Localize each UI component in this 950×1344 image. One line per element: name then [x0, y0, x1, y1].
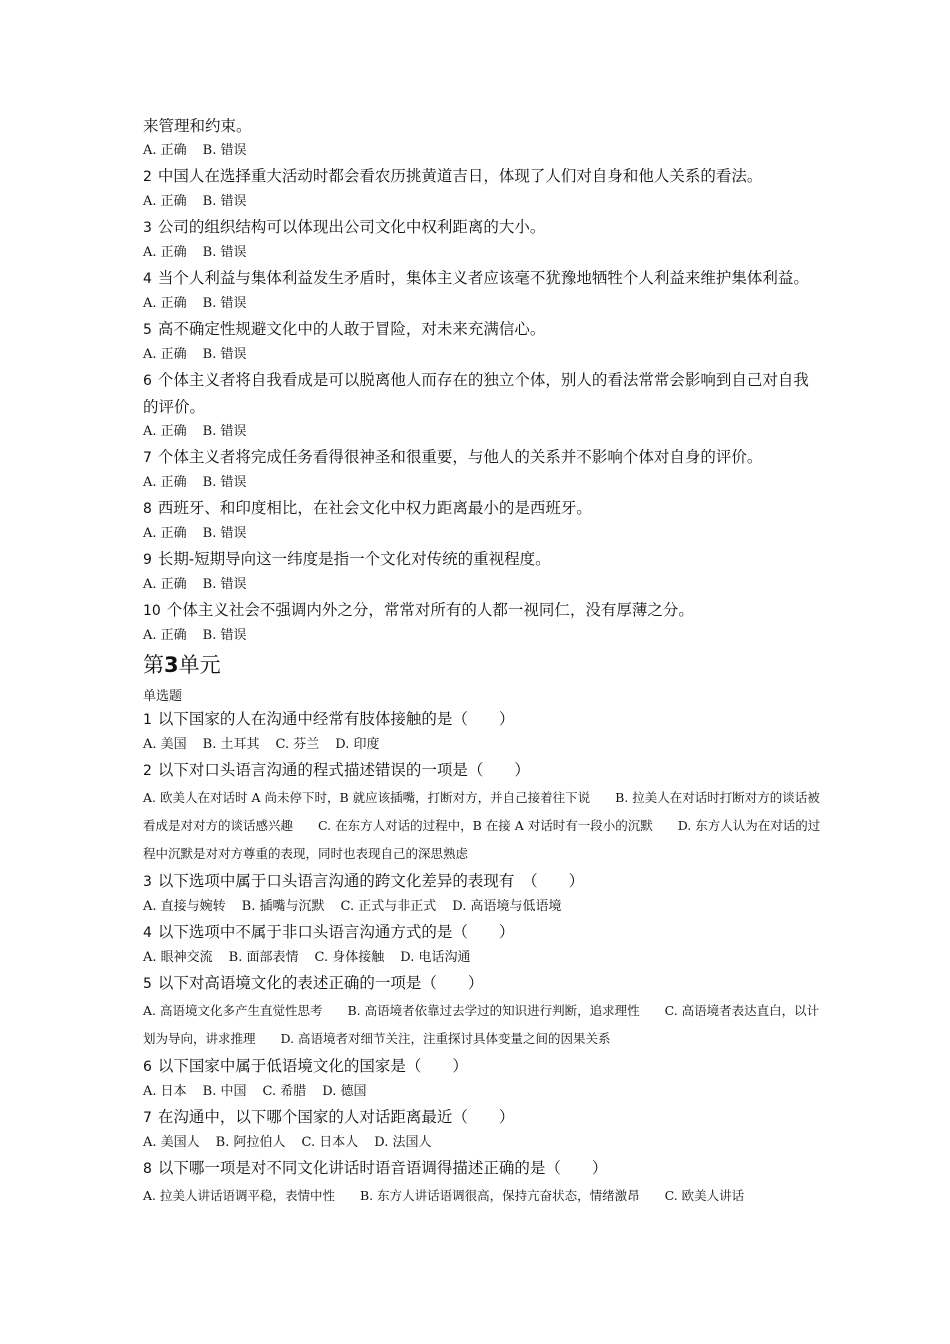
question-6 — [143, 367, 823, 420]
question-number: 6 — [143, 1059, 152, 1075]
options-row — [143, 946, 823, 970]
question-number: 7 — [143, 1110, 152, 1126]
question-number: 7 — [143, 450, 152, 466]
options-row — [143, 471, 823, 495]
question-number: 2 — [143, 763, 152, 779]
options-row — [143, 895, 823, 919]
question-1 — [143, 706, 823, 733]
unit-heading: 第3单元 — [143, 653, 221, 677]
question-number: 10 — [143, 603, 161, 619]
options-paragraph: A. 高语境文化多产生直觉性思考 B. 高语境者依靠过去学过的知识进行判断，追求理性 C. 高语境者表达直白，以计划为导向，讲求推理 D. 高语境者对细节关注，注重探讨具体变量之间的因果关系 — [143, 1003, 820, 1046]
question-7 — [143, 444, 823, 471]
option-b: B. 错误 — [202, 245, 247, 260]
question-text: 个体主义社会不强调内外之分，常常对所有的人都一视同仁，没有厚薄之分。 — [166, 601, 694, 619]
option-a: A. 美国人 — [143, 1135, 200, 1150]
document-body — [143, 113, 823, 1210]
question-6 — [143, 1053, 823, 1080]
option-a: A. 日本 — [143, 1084, 187, 1099]
question-9 — [143, 546, 823, 573]
question-number: 6 — [143, 373, 152, 389]
option-a: A. 正确 — [143, 194, 187, 209]
option-d: D. 电话沟通 — [400, 950, 471, 965]
question-8 — [143, 1155, 823, 1182]
option-a: A. 直接与婉转 — [143, 899, 226, 914]
question-10 — [143, 597, 823, 624]
question-number: 3 — [143, 220, 152, 236]
question-text: 中国人在选择重大活动时都会看农历挑黄道吉日，体现了人们对自身和他人关系的看法。 — [157, 167, 763, 185]
question-text: 高不确定性规避文化中的人敢于冒险，对未来充满信心。 — [157, 320, 546, 338]
question-text: 个体主义者将完成任务看得很神圣和很重要，与他人的关系并不影响个体对自身的评价。 — [157, 448, 763, 466]
options-row — [143, 343, 823, 367]
option-b: B. 错误 — [202, 347, 247, 362]
options-row — [143, 522, 823, 546]
option-c: C. 希腊 — [262, 1084, 307, 1099]
question-number: 4 — [143, 925, 152, 941]
option-b: B. 错误 — [202, 424, 247, 439]
question-number: 2 — [143, 169, 152, 185]
options-paragraph: A. 拉美人讲话语调平稳，表情中性 B. 东方人讲话语调很高，保持亢奋状态，情绪激昂 C. 欧美人讲话 — [143, 1188, 745, 1203]
question-3 — [143, 868, 823, 895]
question-2 — [143, 163, 823, 190]
section-label: 单选题 — [143, 689, 183, 704]
question-number: 5 — [143, 976, 152, 992]
options-row — [143, 139, 823, 163]
option-b: B. 面部表情 — [228, 950, 299, 965]
option-b: B. 错误 — [202, 577, 247, 592]
option-b: B. 错误 — [202, 475, 247, 490]
question-continuation: 来管理和约束。 — [143, 117, 252, 135]
question-number: 1 — [143, 712, 152, 728]
option-b: B. 土耳其 — [202, 737, 260, 752]
question-number: 8 — [143, 501, 152, 517]
option-a: A. 正确 — [143, 143, 187, 158]
option-c: C. 日本人 — [301, 1135, 359, 1150]
question-text: 当个人利益与集体利益发生矛盾时，集体主义者应该毫不犹豫地牺牲个人利益来维护集体利益。 — [157, 269, 809, 287]
question-3 — [143, 214, 823, 241]
option-a: A. 正确 — [143, 424, 187, 439]
option-a: A. 正确 — [143, 245, 187, 260]
question-2 — [143, 757, 823, 784]
option-d: D. 法国人 — [374, 1135, 432, 1150]
options-row — [143, 1080, 823, 1104]
options-row — [143, 292, 823, 316]
question-number: 4 — [143, 271, 152, 287]
question-5 — [143, 316, 823, 343]
question-text: 西班牙、和印度相比，在社会文化中权力距离最小的是西班牙。 — [157, 499, 592, 517]
question-text: 以下选项中不属于非口头语言沟通方式的是（ ） — [157, 923, 515, 941]
question-4 — [143, 919, 823, 946]
options-row — [143, 573, 823, 597]
option-c: C. 身体接触 — [314, 950, 385, 965]
options-row — [143, 241, 823, 265]
question-text: 以下对高语境文化的表述正确的一项是（ ） — [157, 974, 484, 992]
option-b: B. 错误 — [202, 628, 247, 643]
option-a: A. 正确 — [143, 475, 187, 490]
question-text: 公司的组织结构可以体现出公司文化中权利距离的大小。 — [157, 218, 546, 236]
question-number: 5 — [143, 322, 152, 338]
question-5 — [143, 970, 823, 997]
option-c: C. 正式与非正式 — [340, 899, 437, 914]
options-paragraph: A. 欧美人在对话时 A 尚未停下时，B 就应该插嘴，打断对方，并自己接着往下说 B. 拉美人在对话时打断对方的谈话被看成是对对方的谈话感兴趣 C. 在东方人对话的过程中，B 在接 A 对话时有一段小的沉默 D. 东方人认为在对话的过程中沉默是对对方尊重的表现，同时也表现自己的深思熟虑 — [143, 790, 821, 861]
option-b: B. 错误 — [202, 194, 247, 209]
options-row — [143, 190, 823, 214]
option-d: D. 高语境与低语境 — [452, 899, 562, 914]
option-c: C. 芬兰 — [275, 737, 320, 752]
option-b: B. 中国 — [202, 1084, 247, 1099]
option-d: D. 德国 — [322, 1084, 367, 1099]
question-text: 以下对口头语言沟通的程式描述错误的一项是（ ） — [157, 761, 530, 779]
option-a: A. 正确 — [143, 628, 187, 643]
option-a: A. 眼神交流 — [143, 950, 213, 965]
question-7 — [143, 1104, 823, 1131]
option-a: A. 美国 — [143, 737, 187, 752]
option-a: A. 正确 — [143, 296, 187, 311]
question-text: 以下国家中属于低语境文化的国家是（ ） — [157, 1057, 468, 1075]
question-8 — [143, 495, 823, 522]
options-row — [143, 733, 823, 757]
option-b: B. 错误 — [202, 143, 247, 158]
option-a: A. 正确 — [143, 526, 187, 541]
question-text: 长期-短期导向这一纬度是指一个文化对传统的重视程度。 — [157, 550, 551, 568]
question-text: 以下国家的人在沟通中经常有肢体接触的是（ ） — [157, 710, 515, 728]
question-number: 3 — [143, 874, 152, 890]
question-text: 个体主义者将自我看成是可以脱离他人而存在的独立个体，别人的看法常常会影响到自己对自我的评价。 — [143, 371, 809, 416]
option-b: B. 错误 — [202, 526, 247, 541]
option-a: A. 正确 — [143, 347, 187, 362]
option-d: D. 印度 — [335, 737, 380, 752]
question-text: 以下选项中属于口头语言沟通的跨文化差异的表现有 （ ） — [157, 872, 585, 890]
question-text: 在沟通中，以下哪个国家的人对话距离最近（ ） — [157, 1108, 515, 1126]
options-row — [143, 1131, 823, 1155]
option-b: B. 阿拉伯人 — [215, 1135, 286, 1150]
question-4 — [143, 265, 823, 292]
options-row — [143, 624, 823, 648]
question-number: 8 — [143, 1161, 152, 1177]
option-a: A. 正确 — [143, 577, 187, 592]
option-b: B. 错误 — [202, 296, 247, 311]
question-text: 以下哪一项是对不同文化讲话时语音语调得描述正确的是（ ） — [157, 1159, 608, 1177]
question-number: 9 — [143, 552, 152, 568]
option-b: B. 插嘴与沉默 — [241, 899, 325, 914]
options-row — [143, 420, 823, 444]
